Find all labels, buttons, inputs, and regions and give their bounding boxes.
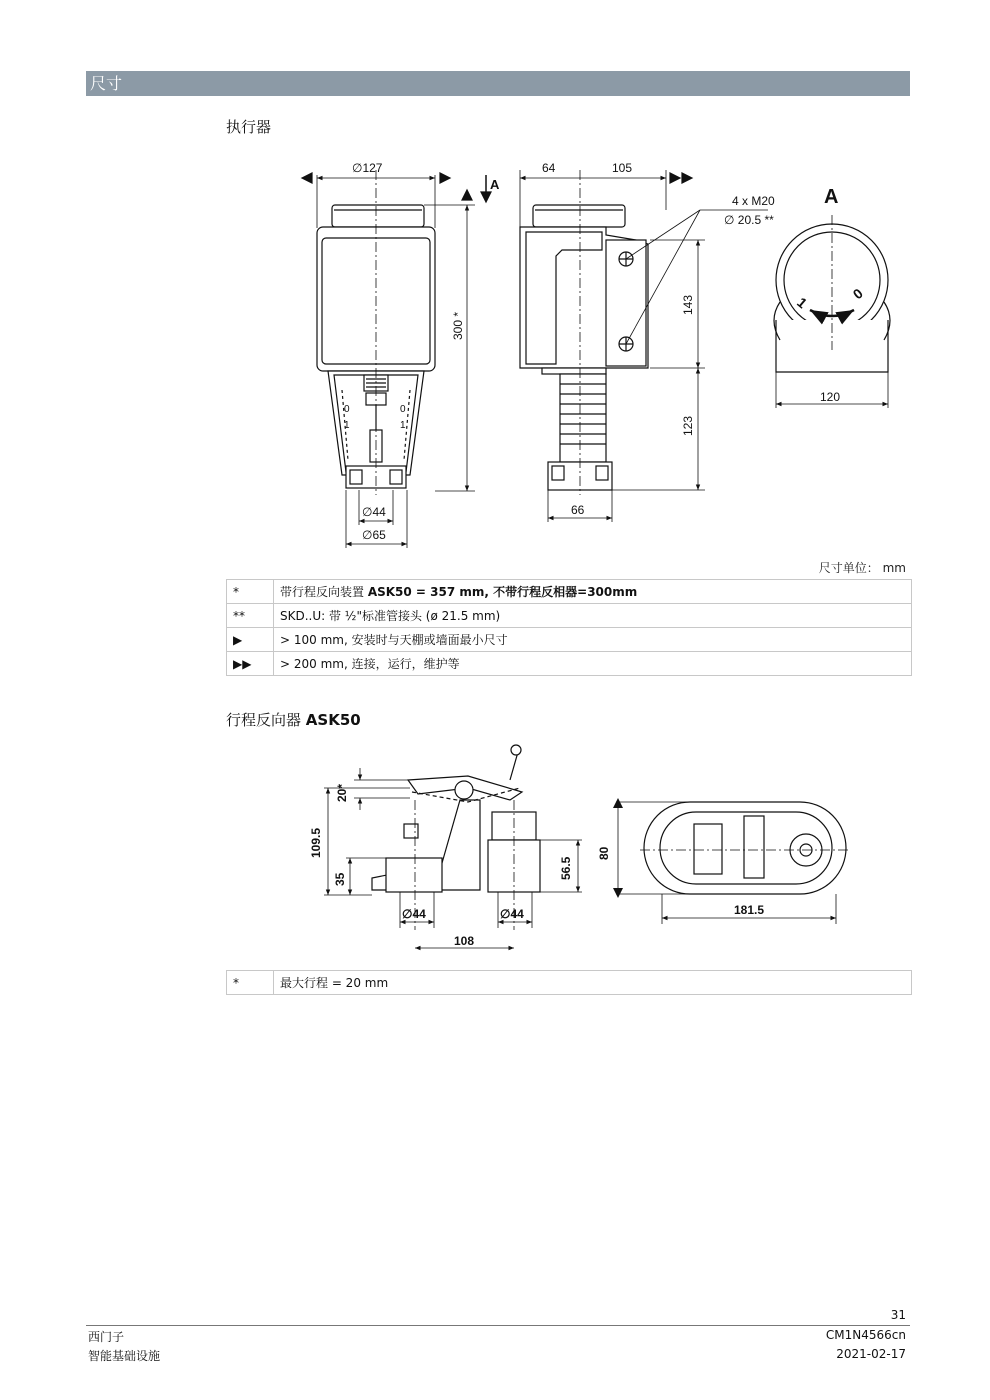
reverser-notes-table <box>226 970 912 995</box>
table-row <box>227 604 912 628</box>
note-text-bold: ASK50 = 357 mm, <box>367 585 494 599</box>
note-text: 最大行程 = 20 mm <box>274 971 912 995</box>
dim-diameter-127: ∅127 <box>352 161 383 175</box>
note-text: > 200 mm, 连接，运行，维护等 <box>274 652 912 676</box>
dim-width-120: 120 <box>820 390 841 404</box>
note-text-bold: =300mm <box>577 585 638 599</box>
svg-text:1: 1 <box>344 420 350 431</box>
reverser-heading-model: ASK50 <box>305 711 361 729</box>
reverser-heading <box>226 709 361 730</box>
svg-text:0: 0 <box>400 404 406 415</box>
actuator-notes-table <box>226 579 912 676</box>
dim-height-109-5: 109.5 <box>309 827 323 858</box>
page-number: 31 <box>890 1308 906 1322</box>
knob-mark-0: 0 <box>849 285 866 303</box>
dim-diameter-20-5: ∅ 20.5 ** <box>724 213 774 227</box>
dim-height-143: 143 <box>681 294 695 315</box>
view-a-arrow-label: A <box>490 177 500 192</box>
dim-diameter-44-left: ∅44 <box>402 907 426 921</box>
dim-height-123: 123 <box>681 415 695 436</box>
footer-divider <box>86 1325 910 1326</box>
footer-date: 2021-02-17 <box>836 1347 906 1361</box>
actuator-heading: 执行器 <box>226 118 272 136</box>
reverser-heading-text: 行程反向器 <box>226 711 306 729</box>
note-key: * <box>227 580 274 604</box>
dim-width-108: 108 <box>454 934 475 948</box>
note-key: ▶▶ <box>227 652 274 676</box>
section-title-bar <box>86 71 910 96</box>
unit-note: 尺寸单位： mm <box>818 561 906 575</box>
table-row <box>227 580 912 604</box>
table-row <box>227 628 912 652</box>
note-text-part: 带行程反向装置 <box>280 585 368 599</box>
section-title: 尺寸 <box>90 74 123 93</box>
dim-width-64: 64 <box>542 161 556 175</box>
dim-width-105: 105 <box>612 161 633 175</box>
dim-diameter-44: ∅44 <box>362 505 386 519</box>
dim-height-300: 300 * <box>451 311 465 340</box>
note-key: ** <box>227 604 274 628</box>
note-text-part: 不带行程反相器 <box>493 585 578 599</box>
view-a-label: A <box>824 186 839 208</box>
dim-width-181-5: 181.5 <box>734 903 765 917</box>
note-text: > 100 mm, 安装时与天棚或墙面最小尺寸 <box>274 628 912 652</box>
dim-height-35: 35 <box>333 872 347 886</box>
note-key: * <box>227 971 274 995</box>
note-text <box>274 580 912 604</box>
footer-company: 西门子 <box>88 1330 125 1344</box>
reverser-drawing <box>300 740 860 952</box>
svg-text:0: 0 <box>344 404 350 415</box>
dim-height-56-5: 56.5 <box>559 856 573 880</box>
dim-height-80: 80 <box>597 846 611 860</box>
table-row <box>227 652 912 676</box>
note-text: SKD..U: 带 ½"标准管接头 (ø 21.5 mm) <box>274 604 912 628</box>
actuator-drawing <box>290 150 930 555</box>
dim-diameter-65: ∅65 <box>362 528 386 542</box>
dim-thread-m20: 4 x M20 <box>732 194 775 208</box>
table-row <box>227 971 912 995</box>
footer-doc-id: CM1N4566cn <box>825 1328 906 1342</box>
knob-mark-1: 1 <box>794 294 811 312</box>
svg-text:1: 1 <box>400 420 406 431</box>
dim-stroke-20: 20* <box>335 783 349 802</box>
dim-diameter-44-right: ∅44 <box>500 907 524 921</box>
note-key: ▶ <box>227 628 274 652</box>
footer-division: 智能基础设施 <box>88 1349 161 1363</box>
dim-width-66: 66 <box>571 503 585 517</box>
